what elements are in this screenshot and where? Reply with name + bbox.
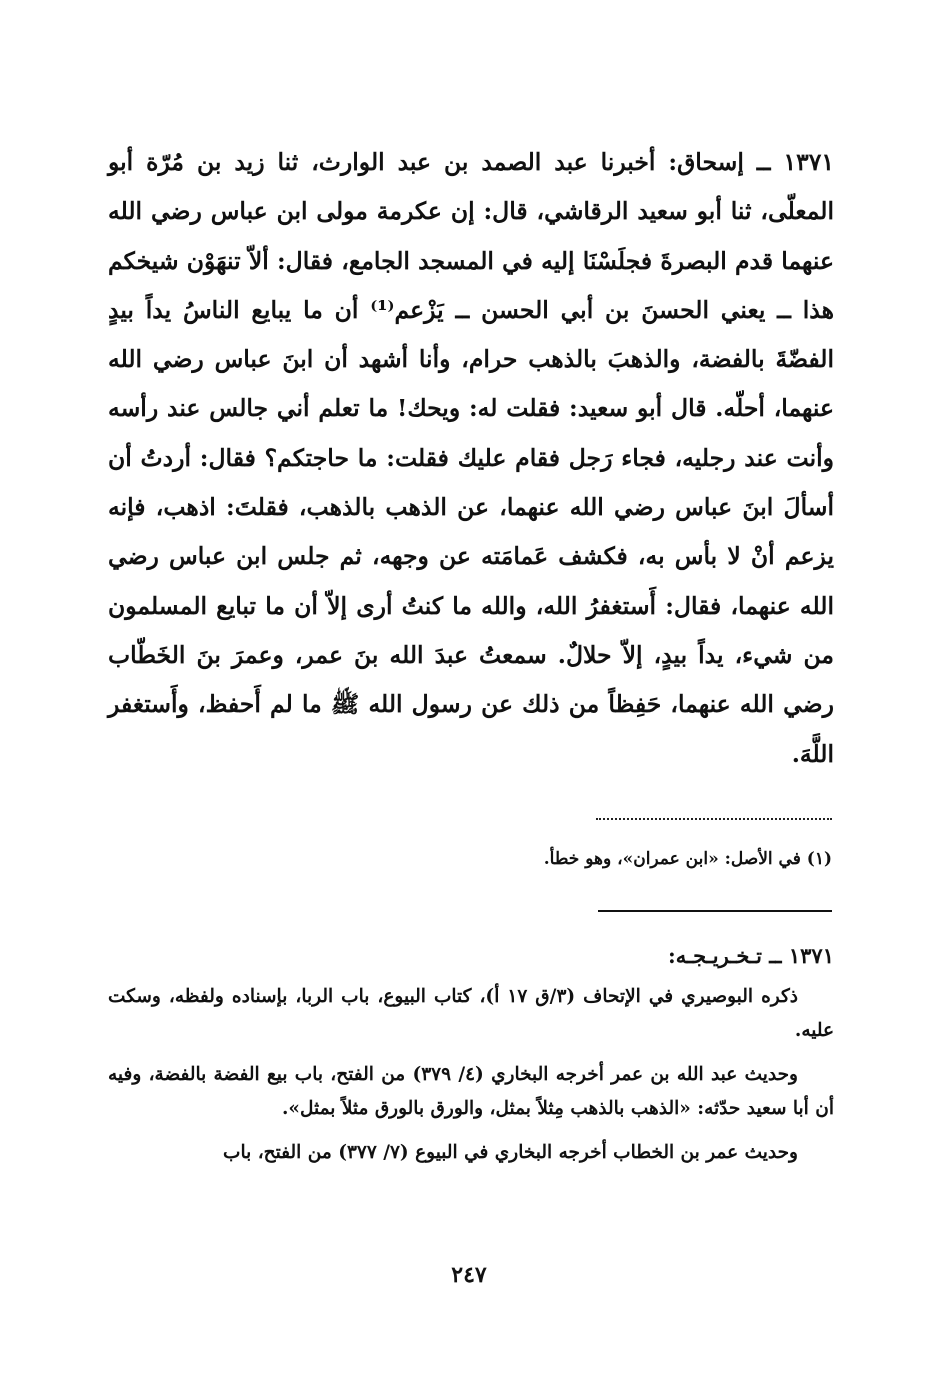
takhrij-heading: ١٣٧١ ــ تـخـريـجـه: bbox=[667, 943, 834, 968]
takhrij-paragraph: ذكره البوصيري في الإتحاف (٣/ق ١٧ أ)، كتاب البيوع، باب الربا، بإسناده ولفظه، وسكت عليه. bbox=[108, 986, 834, 1041]
footnote-dotted-separator bbox=[596, 818, 832, 820]
footnote: (١) في الأصل: «ابن عمران»، وهو خطأ. bbox=[543, 849, 832, 869]
takhrij-paragraph: وحديث عبد الله بن عمر أخرجه البخاري (٤/ ٣٧٩) من الفتح، باب بيع الفضة بالفضة، وفيه أن أبا سعيد حدّثه: «الذهب بالذهب مِثلاً بمثل، والورق بالورق مثلاً بمثل». bbox=[108, 1064, 834, 1119]
takhrij-paragraph: وحديث عمر بن الخطاب أخرجه البخاري في البيوع (٧/ ٣٧٧) من الفتح، باب bbox=[223, 1142, 798, 1163]
page-number: ٢٤٧ bbox=[451, 1262, 487, 1288]
takhrij-section bbox=[108, 938, 834, 1180]
hadith-text-block bbox=[108, 138, 834, 779]
section-divider-line bbox=[598, 910, 832, 912]
hadith-paragraph: ١٣٧١ ــ إسحاق: أخبرنا عبد الصمد بن عبد الوارث، ثنا زيد بن مُرّة أبو المعلّى، ثنا أبو سعيد الرقاشي، قال: إن عكرمة مولى ابن عباس رضي الله عنهما قدم البصرةَ فجلَسْنَا إليه في المسجد الجامع، فقال: ألاّ تنهَوْن شيخكم هذا ــ يعني الحسنَ بن أبي الحسن ــ يَزْعم⁽¹⁾ أن ما يبايع الناسُ يداً بيدٍ الفضّةَ بالفضة، والذهبَ بالذهب حرام، وأنا أشهد أن ابنَ عباس رضي الله عنهما، أحلّه. قال أبو سعيد: فقلت له: ويحك! ما تعلم أني جالس عند رأسه وأنت عند رجليه، فجاء رَجل فقام عليك فقلت: ما حاجتكم؟ فقال: أردتُ أن أسألَ ابنَ عباس رضي الله عنهما، عن الذهب بالذهب، فقلتَ: اذهب، فإنه يزعم أنْ لا بأس به، فكشف عَمامَته عن وجهه، ثم جلس ابن عباس رضي الله عنهما، فقال: أَستغفرُ الله، والله ما كنتُ أرى إلاّ أن ما تبايع المسلمون من شيء، يداً بيدٍ، إلاّ حلالٌ. سمعتُ عبدَ الله بنَ عمر، وعمرَ بنَ الخَطّاب رضي الله عنهما، حَفِظاً من ذلك عن رسول الله ﷺ ما لم أَحفظ، وأَستغفر اللَّهَ. bbox=[108, 148, 834, 768]
